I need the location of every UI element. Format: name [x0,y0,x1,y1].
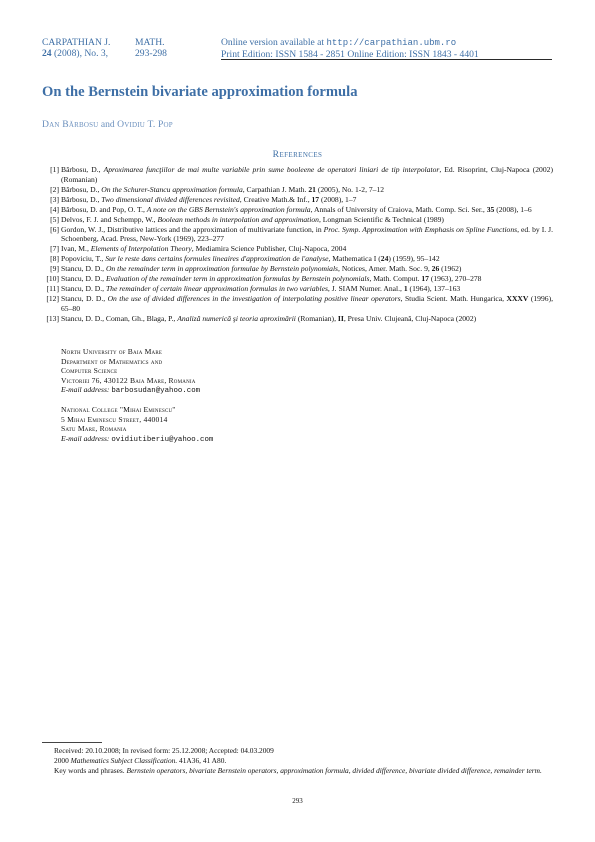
footnote-rule [42,742,102,743]
received-dates: Received: 20.10.2008; In revised form: 25.12.2008; Accepted: 04.03.2009 [54,746,274,755]
authors-line [42,119,173,130]
paper-title: On the Bernstein bivariate approximation formula [42,84,358,100]
references-list [42,165,553,324]
reference-number: [9] [50,264,59,274]
author-1: Dan Bărbosu [42,119,99,130]
reference-number: [3] [50,194,59,204]
reference-number: [11] [46,284,59,294]
address-line: Satu Mare, Romania [61,424,127,434]
reference-item: [7] Ivan, M., Elements of Interpolation Theory, Mediamira Science Publisher, Cluj-Napoca, 2004 [42,244,553,254]
reference-number: [5] [50,214,59,224]
author-2: Ovidiu T. Pop [117,119,173,130]
year-issue: (2008), No. 3, [51,48,109,59]
reference-number: [12] [46,294,59,304]
reference-item: [10] Stancu, D. D., Evaluation of the remainder term in approximation formulas by Bernstein polynomials, Math. Comput. 17 (1963), 270–278 [42,274,553,284]
references-heading: References [272,149,323,160]
reference-number: [8] [50,254,59,264]
address-line: Computer Science [61,366,118,376]
journal-name: CARPATHIAN J. [42,37,111,48]
email-label: E-mail address [61,385,107,395]
reference-number: [7] [50,244,59,254]
reference-item: [6] Gordon, W. J., Distributive lattices and the approximation of multivariate function, in Proc. Symp. Approximation with Emphasis on Spline Functions, ed. by I. J. Schoenberg, Acad. Press, New-York (1969), 223–277 [42,225,553,244]
reference-item: [4] Bărbosu, D. and Pop, O. T., A note on the GBS Bernstein's approximation formula, Annals of University of Craiova, Math. Comp. Sci. Ser., 35 (2008), 1–6 [42,205,553,215]
keywords: Key words and phrases. Bernstein operators, bivariate Bernstein operators, approximation formula, divided difference, bivariate divided difference, remainder term. [54,765,542,775]
author-address-1: North University of Baia Mare Department of Mathematics and Computer Science Victoriei 76, 430122 Baia Mare, Romania E-mail address: barbosudan@yahoo.com [61,347,201,396]
email-link[interactable]: ovidiutiberiu@yahoo.com [111,435,214,444]
online-prefix: Online version available at [221,37,327,48]
journal-subject-pages [135,37,205,59]
journal-header [42,37,126,59]
reference-item: [2] Bărbosu, D., On the Schurer-Stancu approximation formula, Carpathian J. Math. 21 (2005), No. 1-2, 7–12 [42,185,553,195]
footnote [54,746,554,775]
edition-info [221,37,521,60]
address-line: North University of Baia Mare [61,347,163,356]
header-rule [221,59,552,60]
email-label: E-mail address [61,433,107,443]
reference-number: [4] [50,204,59,214]
volume-number: 24 [42,48,52,59]
address-line: 5 Mihai Eminescu Street, 440014 [61,414,168,424]
reference-number: [6] [50,224,59,234]
reference-number: [13] [46,313,59,323]
reference-item: [13] Stancu, D. D., Coman, Gh., Blaga, P., Analiză numerică şi teoria aproximării (Romanian), II, Presa Univ. Clujeană, Cluj-Napoca (2002) [42,314,553,324]
reference-number: [10] [46,274,59,284]
reference-item: [5] Delvos, F. J. and Schempp, W., Boolean methods in interpolation and approximation, Longman Scientific & Technical (1989) [42,215,553,225]
page-number: 293 [292,797,303,805]
address-line: National College "Mihai Eminescu" [61,405,176,414]
address-line: Victoriei 76, 430122 Baia Mare, Romania [61,375,196,385]
online-url-link[interactable]: http://carpathian.ubm.ro [326,38,457,48]
email-link[interactable]: barbosudan@yahoo.com [111,387,201,396]
author-address-2: National College "Mihai Eminescu" 5 Mihai Eminescu Street, 440014 Satu Mare, Romania E-mail address: ovidiutiberiu@yahoo.com [61,405,214,444]
journal-subject: MATH. [135,37,165,48]
reference-number: [1] [50,165,59,174]
reference-item: [8] Popoviciu, T., Sur le reste dans certains formules lineaires d'approximation de l'analyse, Mathematica I (24) (1959), 95–142 [42,254,553,264]
reference-number: [2] [50,184,59,194]
reference-item: [12] Stancu, D. D., On the use of divided differences in the investigation of interpolating positive linear operators, Studia Scient. Math. Hungarica, XXXV (1996), 65–80 [42,294,553,313]
reference-item: [11] Stancu, D. D., The remainder of certain linear approximation formulas in two variables, J. SIAM Numer. Anal., 1 (1964), 137–163 [42,284,553,294]
page-range: 293-298 [135,48,167,59]
reference-item: [3] Bărbosu, D., Two dimensional divided differences revisited, Creative Math.& Inf., 17 (2008), 1–7 [42,195,553,205]
print-edition: Print Edition: ISSN 1584 - 2851 Online Edition: ISSN 1843 - 4401 [221,49,479,60]
address-line: Department of Mathematics and [61,356,163,366]
authors-conjunction: and [98,119,118,130]
reference-item: [9] Stancu, D. D., On the remainder term in approximation formulae by Bernstein polynomials, Notices, Amer. Math. Soc. 9, 26 (1962) [42,264,553,274]
reference-item: [1] Bărbosu, D., Aproximarea funcţiilor de mai multe variabile prin sume booleene de operatori liniari de tip interpolator, Ed. Risoprint, Cluj-Napoca (2002) (Romanian) [42,165,553,184]
msc-classification: 2000 Mathematics Subject Classification. 41A36, 41 A80. [54,755,227,765]
